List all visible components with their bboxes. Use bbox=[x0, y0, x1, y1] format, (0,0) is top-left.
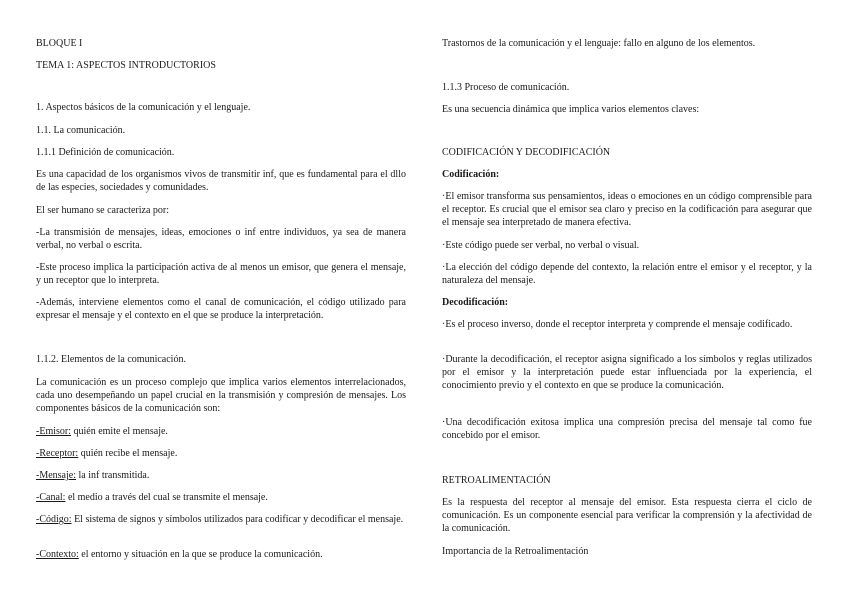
decodificacion-bullet-1: ·Es el proceso inverso, donde el receptor interpreta y comprende el mensaje codificado. bbox=[442, 319, 793, 330]
retroalimentacion-heading: RETROALIMENTACIÓN bbox=[442, 475, 551, 486]
section-1-heading: 1. Aspectos básicos de la comunicación y el lenguaje. bbox=[36, 102, 251, 113]
trastornos-paragraph: Trastornos de la comunicación y el lenguaje: fallo en alguno de los elementos. bbox=[442, 38, 756, 49]
element-receptor bbox=[36, 447, 406, 460]
element-emisor bbox=[36, 425, 406, 438]
element-mensaje bbox=[36, 469, 406, 482]
element-term: -Receptor: bbox=[36, 448, 79, 459]
bloque-heading: BLOQUE I bbox=[36, 38, 83, 49]
importancia-heading: Importancia de la Retroalimentación bbox=[442, 546, 589, 557]
ser-humano-paragraph: El ser humano se caracteriza por: bbox=[36, 205, 169, 216]
codificacion-bullet-2: ·Este código puede ser verbal, no verbal o visual. bbox=[442, 240, 640, 251]
elements-intro-paragraph: La comunicación es un proceso complejo que implica varios elementos interrelacionados, cada uno desempeñando un papel crucial en la transmisión y compresión de mensajes. Los componentes básicos de la comunicación son: bbox=[36, 377, 406, 414]
element-codigo bbox=[36, 513, 406, 526]
codif-decodif-heading: CODIFICACIÓN Y DECODIFICACIÓN bbox=[442, 147, 611, 158]
element-canal bbox=[36, 491, 406, 504]
section-1-1-heading: 1.1. La comunicación. bbox=[36, 125, 126, 136]
section-1-1-1-heading: 1.1.1 Definición de comunicación. bbox=[36, 147, 175, 158]
element-desc: quién emite el mensaje. bbox=[71, 426, 168, 437]
definition-paragraph: Es una capacidad de los organismos vivos de transmitir inf, que es fundamental para el dllo de las especies, sociedades y comunidades. bbox=[36, 169, 406, 193]
element-term: -Código: bbox=[36, 514, 72, 525]
element-term: -Mensaje: bbox=[36, 470, 76, 481]
section-1-1-2-heading: 1.1.2. Elementos de la comunicación. bbox=[36, 354, 186, 365]
retroalimentacion-paragraph: Es la respuesta del receptor al mensaje del emisor. Esta respuesta cierra el ciclo de comunicación. Es un componente esencial para verificar la comprensión y la afectividad de la comunicación. bbox=[442, 497, 812, 534]
element-desc: quién recibe el mensaje. bbox=[78, 448, 178, 459]
codificacion-subheading: Codificación: bbox=[442, 169, 500, 180]
element-desc: la inf transmitida. bbox=[76, 470, 150, 481]
element-term: -Canal: bbox=[36, 492, 66, 503]
codificacion-bullet-3: ·La elección del código depende del contexto, la relación entre el emisor y el receptor, y la naturaleza del mensaje. bbox=[442, 262, 812, 286]
element-term: -Emisor: bbox=[36, 426, 71, 437]
element-term: -Contexto: bbox=[36, 549, 79, 560]
element-desc: el entorno y situación en la que se produce la comunicación. bbox=[78, 549, 323, 560]
codificacion-bullet-1: ·El emisor transforma sus pensamientos, ideas o emociones en un código comprensible para el receptor. Es crucial que el emisor sea claro y preciso en la codificación para asegurar que el mensaje sea interpretado de manera efectiva. bbox=[442, 191, 812, 228]
tema-heading: TEMA 1: ASPECTOS INTRODUCTORIOS bbox=[36, 60, 216, 71]
decodificacion-bullet-2: ·Durante la decodificación, el receptor asigna significado a los símbolos y reglas utilizados por el emisor y la interpretación puede estar influenciada por la experiencia, el conocimiento previo y el contexto en que se produce la comunicación. bbox=[442, 354, 812, 391]
bullet-transmision: -La transmisión de mensajes, ideas, emociones o inf entre individuos, ya sea de manera verbal, no verbal o escrita. bbox=[36, 227, 406, 251]
bullet-ademas: -Además, interviene elementos como el canal de comunicación, el código utilizado para expresar el mensaje y el contexto en el que se produce la interpretación. bbox=[36, 297, 406, 321]
element-desc: El sistema de signos y símbolos utilizados para codificar y decodificar el mensaje. bbox=[71, 514, 404, 525]
bullet-proceso: -Este proceso implica la participación activa de al menos un emisor, que genera el mensaje, y un receptor que lo interpreta. bbox=[36, 262, 406, 286]
decodificacion-bullet-3: ·Una decodificación exitosa implica una compresión precisa del mensaje tal como fue concebido por el emisor. bbox=[442, 417, 812, 441]
section-1-1-3-heading: 1.1.3 Proceso de comunicación. bbox=[442, 82, 570, 93]
decodificacion-subheading: Decodificación: bbox=[442, 297, 509, 308]
secuencia-paragraph: Es una secuencia dinámica que implica varios elementos claves: bbox=[442, 104, 700, 115]
element-contexto bbox=[36, 548, 406, 561]
element-desc: el medio a través del cual se transmite el mensaje. bbox=[65, 492, 268, 503]
